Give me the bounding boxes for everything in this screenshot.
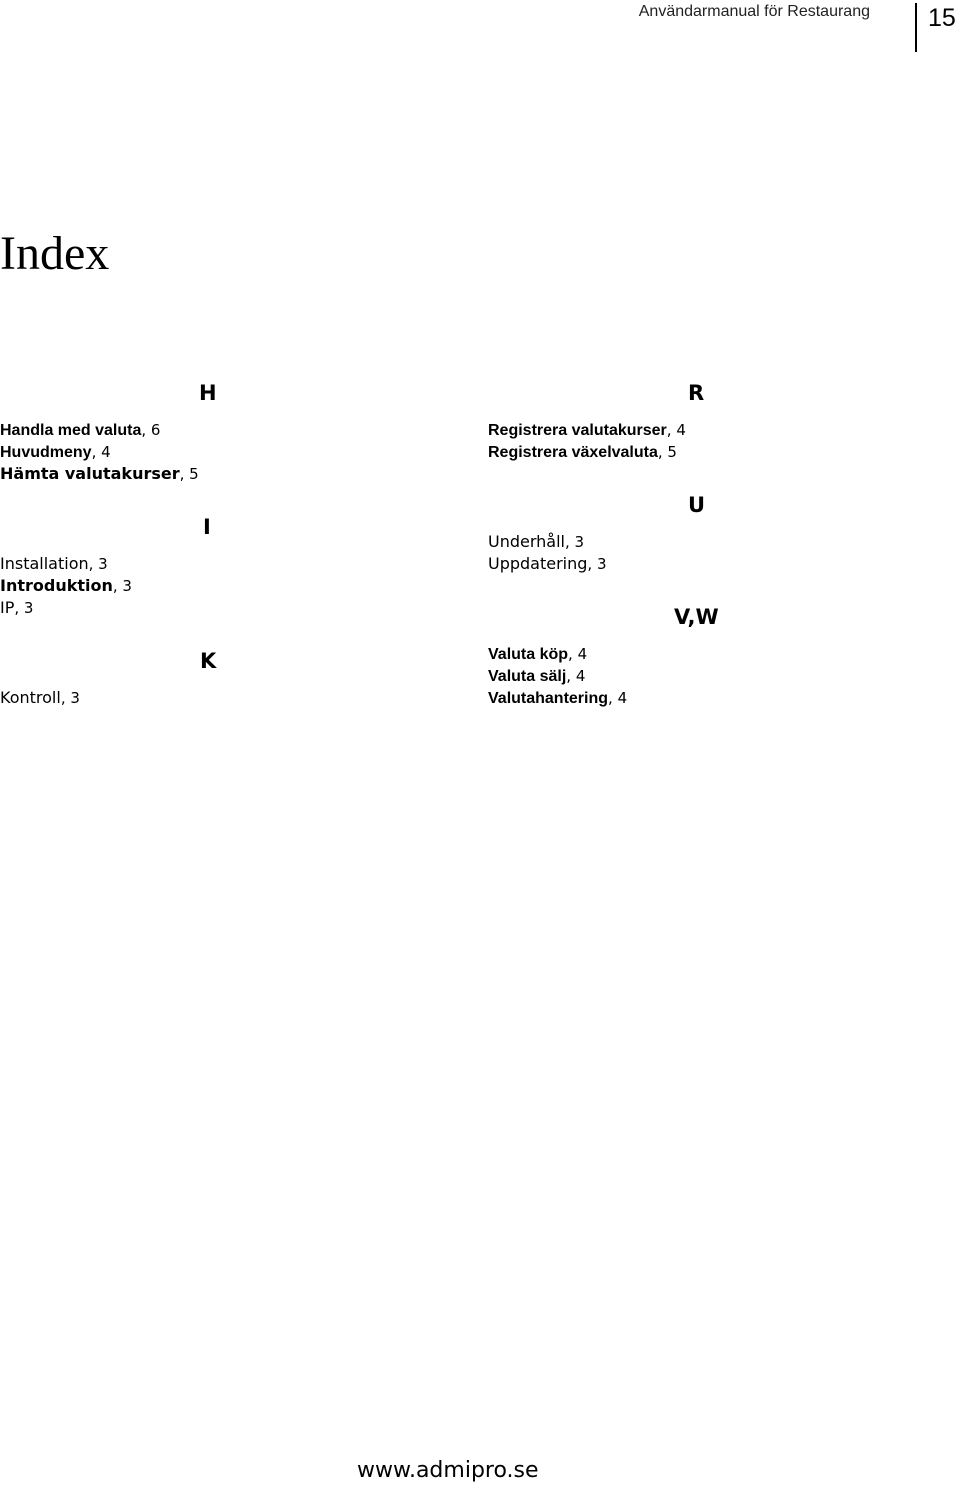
index-term: Introduktion [0, 576, 113, 595]
index-entry-valuta-salj[interactable]: Valuta sälj, 4 [488, 667, 586, 685]
index-page-ref: 4 [577, 645, 588, 663]
index-term: Hämta valutakurser [0, 464, 180, 483]
index-page-ref: 6 [150, 421, 161, 439]
index-term: Underhåll [488, 532, 565, 551]
index-term: Installation [0, 554, 89, 573]
index-entry-registrera-vaxelvaluta[interactable]: Registrera växelvaluta, 5 [488, 443, 677, 461]
index-page-ref: 4 [575, 667, 586, 685]
index-entry-handla-med-valuta[interactable]: Handla med valuta, 6 [0, 421, 161, 439]
index-page-ref: 5 [667, 443, 677, 461]
index-term: Registrera växelvaluta [488, 444, 658, 461]
index-entry-kontroll[interactable]: Kontroll, 3 [0, 688, 80, 707]
index-entry-valuta-kop[interactable]: Valuta köp, 4 [488, 645, 588, 663]
index-page-ref: 4 [617, 689, 628, 707]
index-letter-r: R [688, 381, 705, 405]
index-page-ref: 3 [23, 599, 34, 617]
index-letter-h: H [199, 381, 217, 405]
index-letter-i: I [203, 515, 211, 539]
index-page-ref: 3 [98, 555, 108, 573]
index-term: IP [0, 598, 15, 617]
index-page-ref: 3 [122, 577, 132, 595]
footer-url: www.admipro.se [357, 1458, 539, 1483]
index-term: Valuta sälj [488, 668, 567, 685]
index-entry-huvudmeny[interactable]: Huvudmeny, 4 [0, 443, 111, 461]
index-entry-underhall[interactable]: Underhåll, 3 [488, 532, 585, 551]
index-letter-u: U [688, 493, 706, 517]
index-page-ref: 3 [70, 689, 80, 707]
index-term: Kontroll [0, 688, 61, 707]
header-divider [915, 3, 917, 52]
running-header-title: Användarmanual för Restaurang [638, 3, 870, 20]
index-page-ref: 5 [189, 465, 199, 483]
index-term: Handla med valuta [0, 422, 142, 439]
index-page-ref: 3 [596, 555, 607, 573]
index-term: Uppdatering [488, 554, 588, 573]
index-page-ref: 4 [676, 421, 686, 439]
index-page-ref: 3 [574, 533, 585, 551]
index-term: Valutahantering [488, 690, 609, 707]
index-letter-v-w: V,W [674, 605, 719, 629]
index-entry-registrera-valutakurser[interactable]: Registrera valutakurser, 4 [488, 421, 686, 439]
index-entry-introduktion[interactable]: Introduktion, 3 [0, 576, 132, 595]
index-term: Registrera valutakurser [488, 422, 667, 439]
index-entry-installation[interactable]: Installation, 3 [0, 554, 108, 573]
index-entry-uppdatering[interactable]: Uppdatering, 3 [488, 554, 607, 573]
index-term: Huvudmeny [0, 444, 92, 461]
page-title: Index [0, 227, 110, 280]
index-entry-hamta-valutakurser[interactable]: Hämta valutakurser, 5 [0, 464, 199, 483]
index-entry-valutahantering[interactable]: Valutahantering, 4 [488, 689, 628, 707]
index-term: Valuta köp [488, 646, 569, 663]
index-letter-k: K [200, 649, 217, 673]
index-page-ref: 4 [101, 443, 111, 461]
page-number: 15 [928, 4, 956, 32]
index-entry-ip[interactable]: IP, 3 [0, 598, 34, 617]
